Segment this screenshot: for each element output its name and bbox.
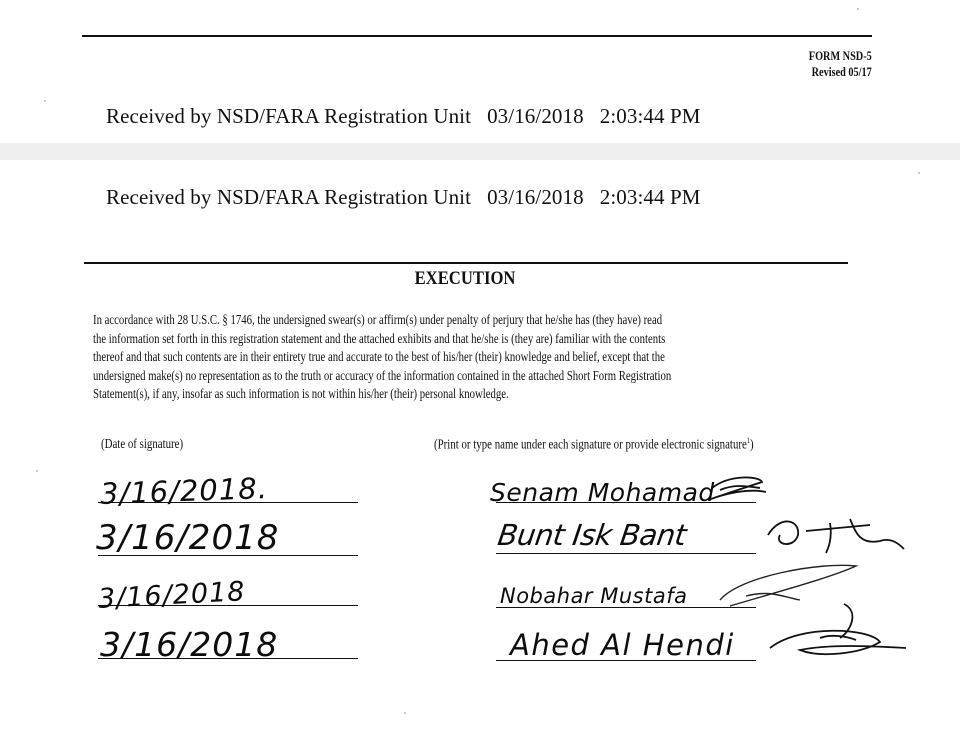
stamp-time: 2:03:44 PM (599, 185, 701, 209)
received-stamp (106, 185, 701, 210)
stamp-date: 03/16/2018 (487, 185, 584, 209)
stamp-date: 03/16/2018 (487, 104, 584, 128)
scan-speck (36, 470, 38, 472)
stamp-label: Received by NSD/FARA Registration Unit (106, 104, 472, 128)
name-column-label-close: ) (750, 436, 754, 452)
handwritten-date: 3/16/2018. (99, 471, 269, 511)
signature-scribble (690, 470, 780, 510)
scan-speck (857, 8, 859, 10)
handwritten-date: 3/16/2018 (100, 625, 279, 664)
scan-speck (404, 712, 406, 714)
handwritten-date: 3/16/2018 (97, 576, 247, 615)
paragraph-line: the information set forth in this registration statement and the attached exhibits and that he/she is (they are) familiar with the contents (93, 330, 666, 346)
section-heading: EXECUTION (414, 269, 516, 289)
stamp-time: 2:03:44 PM (599, 104, 701, 128)
signature-scribble (760, 505, 910, 560)
handwritten-name: Nobahar Mustafa (500, 584, 688, 608)
handwritten-name: Ahed Al Hendi (510, 628, 735, 662)
form-identifier (809, 48, 872, 80)
signature-scribble (760, 598, 920, 668)
name-column-label (434, 436, 754, 453)
handwritten-name: Senam Mohamad (490, 478, 715, 507)
received-stamp (106, 104, 701, 129)
footnote-marker: 1 (746, 436, 751, 445)
date-column-label: (Date of signature) (101, 436, 184, 451)
execution-paragraph (93, 311, 883, 404)
handwritten-name: Bunt Isk Bant (495, 518, 689, 552)
name-column-label-text: (Print or type name under each signature or provide electronic signature (434, 436, 747, 452)
form-revised-date: Revised 05/17 (811, 65, 872, 79)
paragraph-line: In accordance with 28 U.S.C. § 1746, the undersigned swear(s) or affirm(s) under penalty of perjury that he/she has (they have) read (93, 312, 663, 327)
paragraph-line: thereof and that such contents are in their entirety true and accurate to the best of his/her (their) knowledge and belief, except that the (93, 349, 665, 365)
scan-speck (44, 100, 46, 102)
scan-speck (918, 172, 920, 174)
stamp-label: Received by NSD/FARA Registration Unit (106, 185, 472, 209)
form-number: FORM NSD-5 (809, 49, 872, 63)
page-separator (0, 143, 960, 160)
execution-rule (84, 262, 848, 264)
paragraph-line: Statement(s), if any, insofar as such information is not within his/her (their) personal knowledge. (93, 386, 509, 402)
paragraph-line: undersigned make(s) no representation as to the truth or accuracy of the information contained in the attached Short Form Registration (93, 367, 672, 383)
top-rule (82, 35, 872, 37)
signature-line (496, 553, 756, 554)
handwritten-date: 3/16/2018 (96, 518, 280, 558)
